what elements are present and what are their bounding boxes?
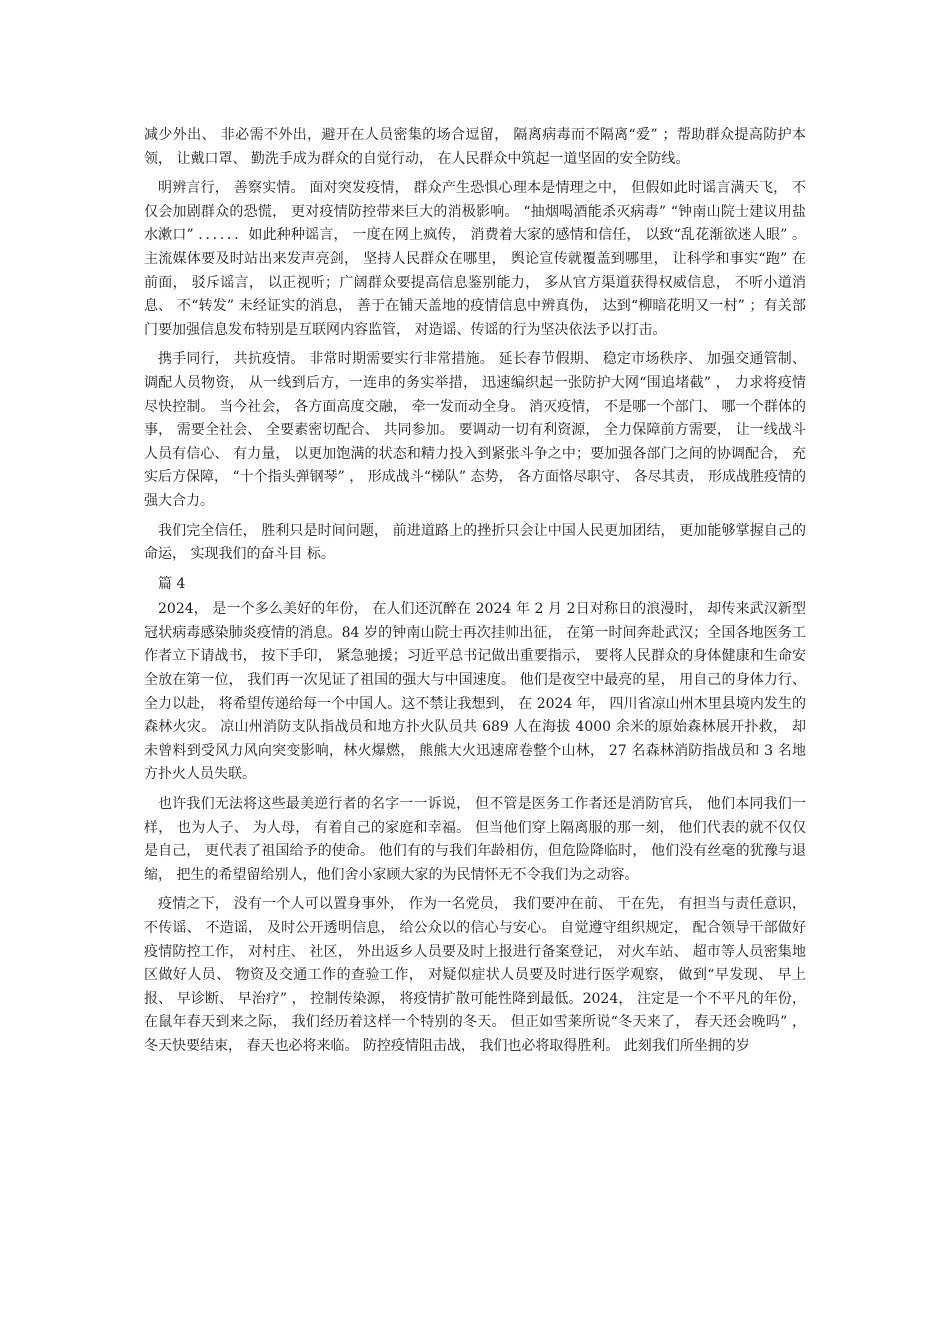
- paragraph-2: 明辨言行， 善察实情。 面对突发疫情， 群众产生恐惧心理本是情理之中， 但假如此时谣言满天飞， 不仅会加剧群众的恐慌， 更对疫情防控带来巨大的消极影响。 “抽烟喝酒能杀灭病毒” “钟南山院士建议用盐水漱口” ．．．．．．如此种种谣言， 一度在网上疯传， 消费着大家的感情和信任， 以致“乱花渐欲迷人眼” 。 主流媒体要及时站出来发声亮剑， 坚持人民群众在哪里， 舆论宣传就覆盖到哪里， 让科学和事实“跑” 在前面， 驳斥谣言， 以正视听；广阔群众要提高信息鉴别能力， 多从官方渠道获得权威信息， 不听小道消息、 不“转发” 未经证实的消息， 善于在铺天盖地的疫情信息中辨真伪， 达到“柳暗花明又一村” ；有关部门要加强信息发布特别是互联网内容监管， 对造谣、传谣的行为坚决依法予以打击。: [144, 180, 806, 338]
- section-heading: 篇 4: [158, 575, 186, 592]
- paragraph-1: 减少外出、 非必需不外出，避开在人员密集的场合逗留， 隔离病毒而不隔离“爱” ；帮助群众提高防护本领， 让戴口罩、 勤洗手成为群众的自觉行动， 在人民群众中筑起一道坚固的安全防线。: [144, 127, 806, 167]
- document-page: [144, 124, 806, 1065]
- paragraph-4: 我们完全信任， 胜利只是时间问题， 前进道路上的挫折只会让中国人民更加团结， 更加能够掌握自己的命运， 实现我们的奋斗目 标。: [144, 522, 806, 563]
- paragraph-5: 2024， 是一个多么美好的年份， 在人们还沉醉在 2024 年 2 月 2日对称日的浪漫时， 却传来武汉新型冠状病毒感染肺炎疫情的消息。84 岁的钟南山院士再次挂帅出征， 在第一时间奔赴武汉；全国各地医务工作者立下请战书， 按下手印， 紧急驰援；习近平总书记做出重要指示， 要将人民群众的身体健康和生命安全放在第一位， 我们再一次见证了祖国的强大与中国速度。 他们是夜空中最亮的星， 用自己的身体力行、 全力以赴， 将希望传递给每一个中国人。这不禁让我想到， 在 2024 年， 四川省凉山州木里县境内发生的森林火灾。 凉山州消防支队指战员和地方扑火队员共 689 人在海拔 4000 余米的原始森林展开扑救， 却未曾料到受风力风向突变影响，林火爆燃， 熊熊大火迅速席卷整个山林， 27 名森林消防指战员和 3 名地方扑火人员失联。: [144, 601, 806, 783]
- paragraph-3: 携手同行， 共抗疫情。 非常时期需要实行非常措施。 延长春节假期、 稳定市场秩序、 加强交通管制、 调配人员物资， 从一线到后方，一连串的务实举措， 迅速编织起一张防护大网“围追堵截” ， 力求将疫情尽快控制。 当今社会， 各方面高度交融， 牵一发而动全身。 消灭疫情， 不是哪一个部门、 哪一个群体的事， 需要全社会、 全要素密切配合、 共同参加。 要调动一切有利资源， 全力保障前方需要， 让一线战斗人员有信心、 有力量， 以更加饱满的状态和精力投入到紧张斗争之中；要加强各部门之间的协调配合， 充实后方保障， “十个指头弹钢琴” ， 形成战斗“梯队” 态势， 各方面恪尽职守、 各尽其责， 形成战胜疫情的强大合力。: [144, 351, 806, 509]
- paragraph-7: 疫情之下， 没有一个人可以置身事外， 作为一名党员， 我们要冲在前、 干在先， 有担当与责任意识， 不传谣、 不造谣， 及时公开透明信息， 给公众以的信心与安心。 自觉遵守组织规定， 配合领导干部做好疫情防控工作， 对村庄、 社区， 外出返乡人员要及时上报进行备案登记， 对火车站、 超市等人员密集地区做好人员、 物资及交通工作的查验工作， 对疑似症状人员要及时进行医学观察， 做到“早发现、 早上报、 早诊断、 早治疗” ， 控制传染源， 将疫情扩散可能性降到最低。2024， 注定是一个不平凡的年份， 在鼠年春天到来之际， 我们经历着这样一个特别的冬天。 但正如雪莱所说“冬天来了， 春天还会晚吗” ， 冬天快要结束， 春天也必将来临。 防控疫情阻击战， 我们也必将取得胜利。 此刻我们所坐拥的岁: [144, 896, 806, 1054]
- paragraph-6: 也许我们无法将这些最美逆行者的名字一一诉说， 但不管是医务工作者还是消防官兵， 他们本同我们一样， 也为人子、 为人母， 有着自己的家庭和幸福。 但当他们穿上隔离服的那一刻， 他们代表的就不仅仅是自己， 更代表了祖国给予的使命。 他们有的与我们年龄相仿，但危险降临时， 他们没有丝毫的犹豫与退缩， 把生的希望留给别人，他们舍小家顾大家的为民情怀无不令我们为之动容。: [144, 796, 806, 883]
